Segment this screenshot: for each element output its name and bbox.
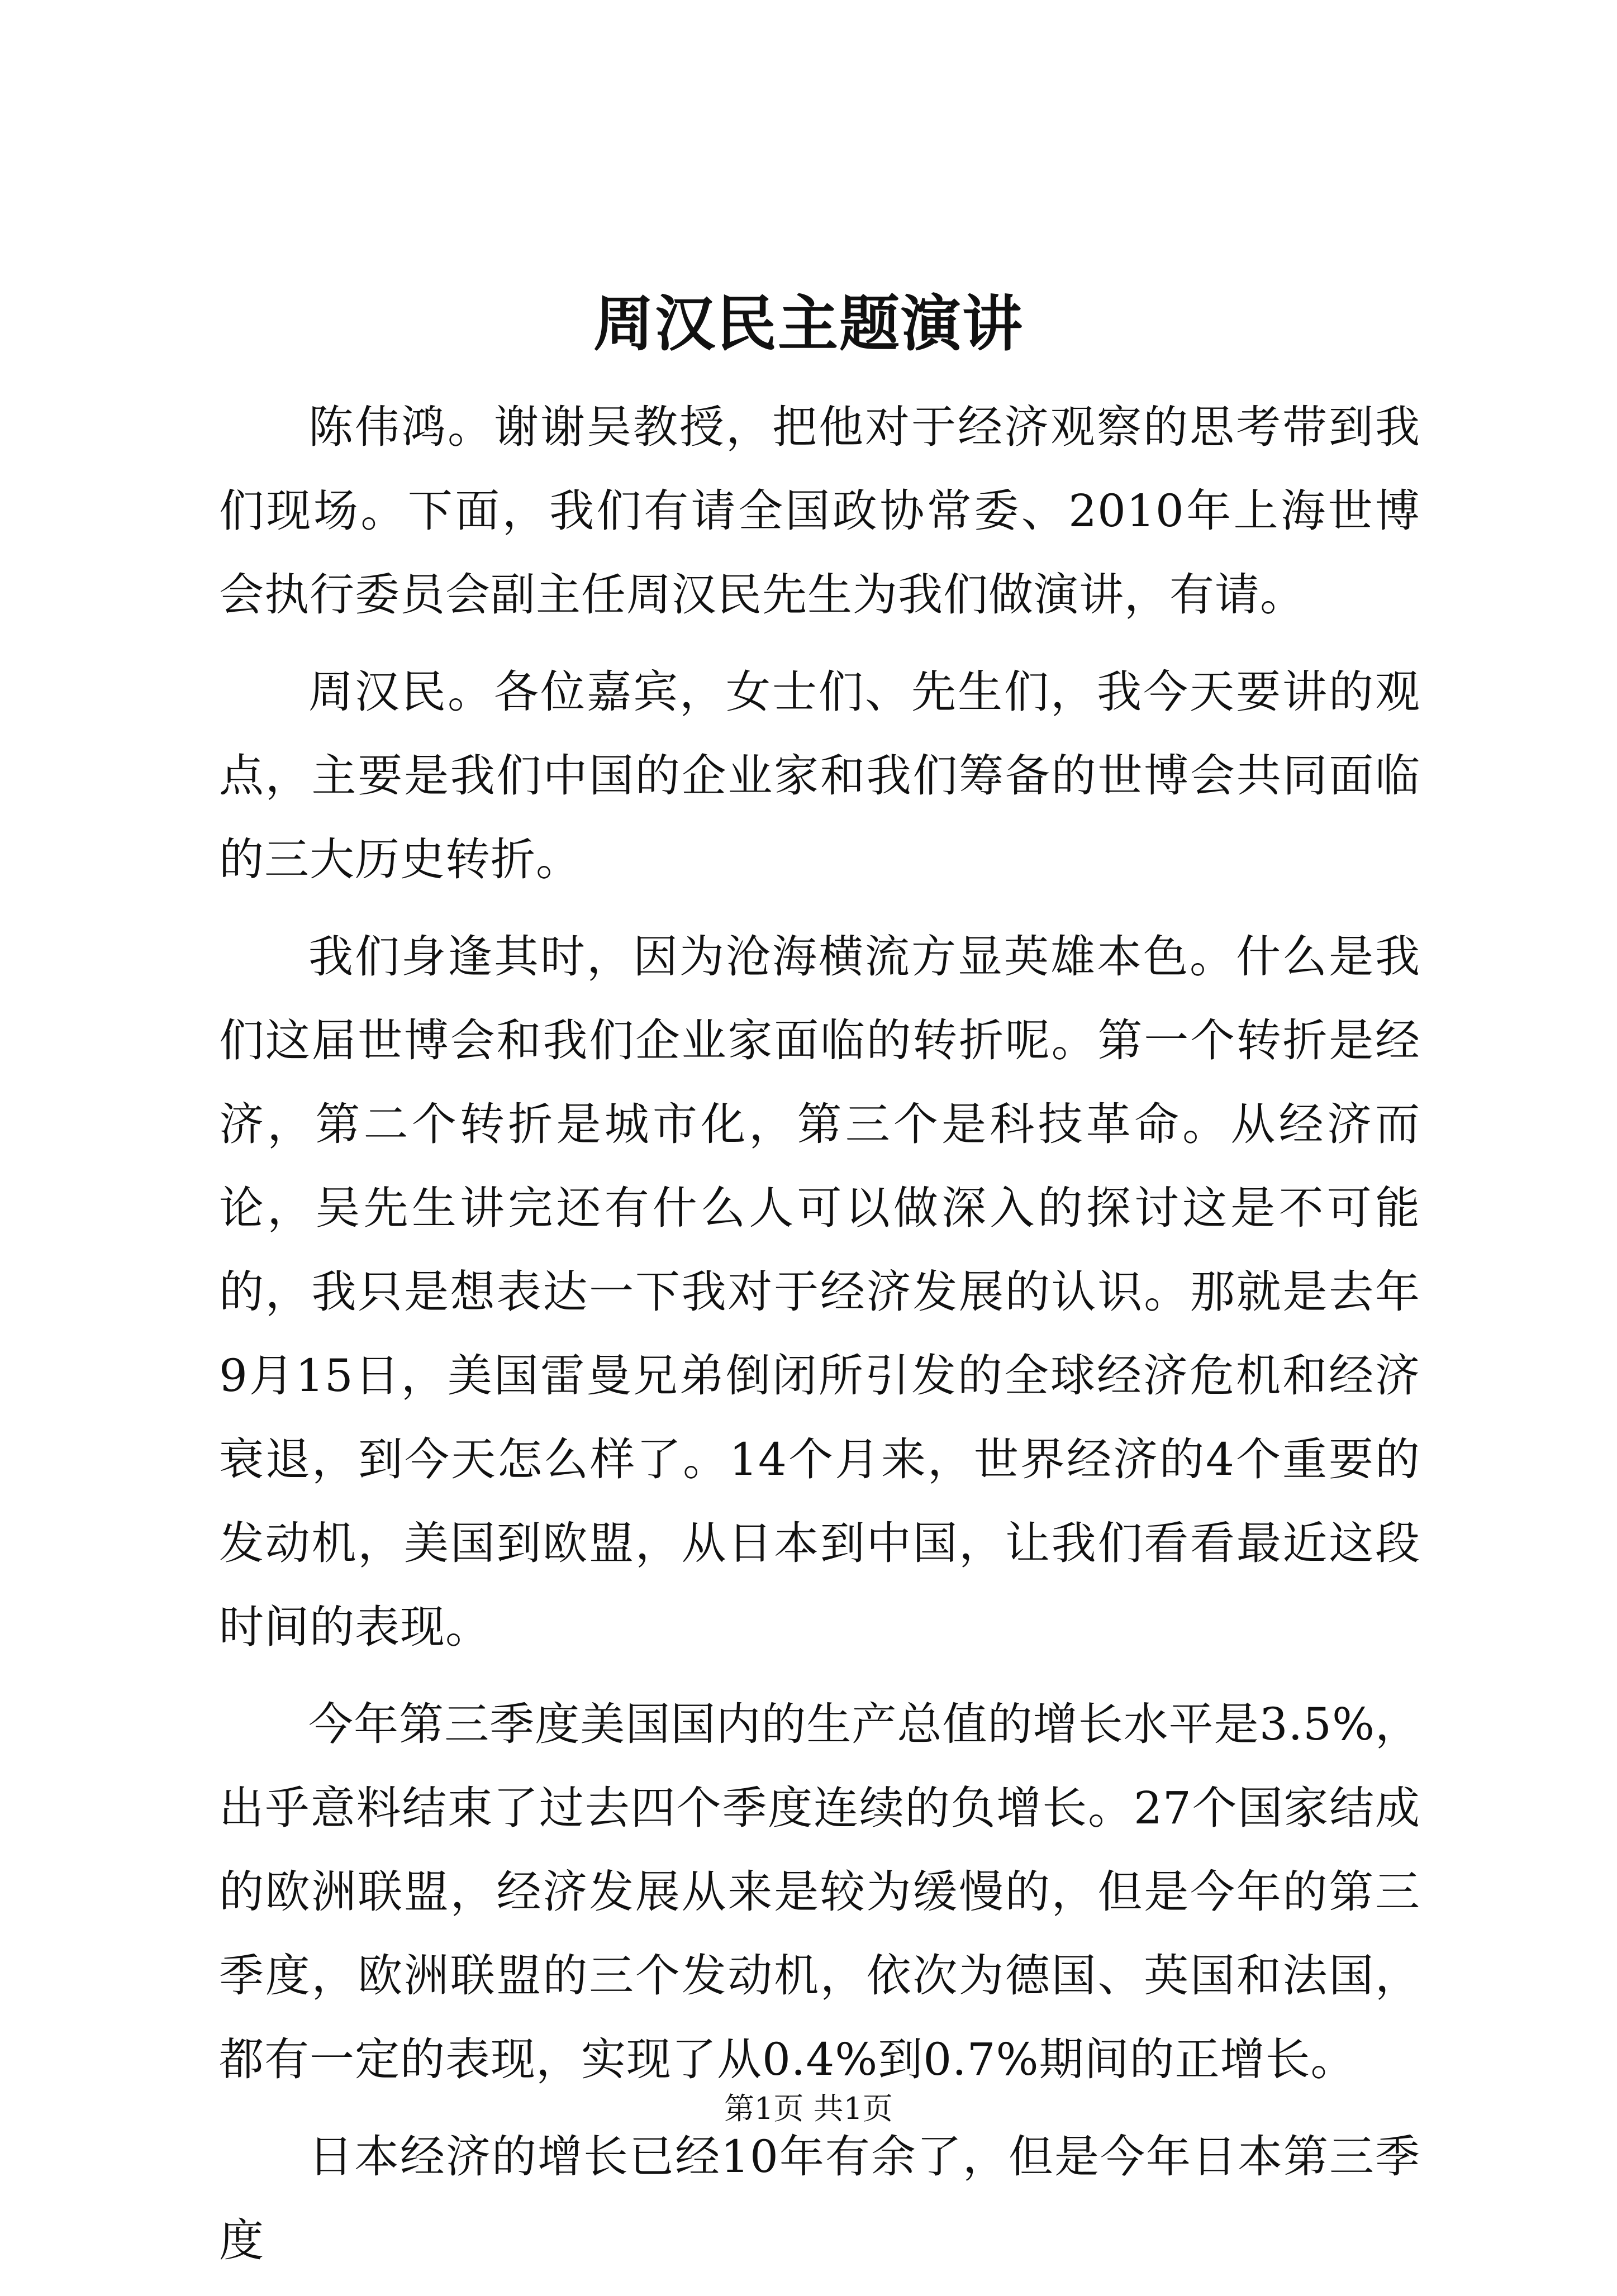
paragraph: 日本经济的增长已经10年有余了，但是今年日本第三季度	[219, 2131, 1420, 2266]
paragraph: 我们身逢其时，因为沧海横流方显英雄本色。什么是我们这届世博会和我们企业家面临的转折呢。第一个转折是经济，第二个转折是城市化，第三个是科技革命。从经济而论，吴先生讲完还有什么人可以做深入的探讨这是不可能的，我只是想表达一下我对于经济发展的认识。那就是去年9月15日，美国雷曼兄弟倒闭所引发的全球经济危机和经济衰退，到今天怎么样了。14个月来，世界经济的4个重要的发动机，美国到欧盟，从日本到中国，让我们看看最近这段时间的表现。	[219, 931, 1420, 1653]
paragraph: 周汉民。各位嘉宾，女士们、先生们，我今天要讲的观点，主要是我们中国的企业家和我们筹备的世博会共同面临的三大历史转折。	[219, 666, 1420, 885]
document-body	[219, 385, 1420, 2296]
paragraph: 今年第三季度美国国内的生产总值的增长水平是3.5%，出乎意料结束了过去四个季度连续的负增长。27个国家结成的欧洲联盟，经济发展从来是较为缓慢的，但是今年的第三季度，欧洲联盟的三个发动机，依次为德国、英国和法国，都有一定的表现，实现了从0.4%到0.7%期间的正增长。	[219, 1698, 1420, 2085]
document-title: 周汉民主题演讲	[593, 289, 1024, 359]
page-footer: 第1页 共1页	[724, 2091, 893, 2126]
paragraph: 陈伟鸿。谢谢吴教授，把他对于经济观察的思考带到我们现场。下面，我们有请全国政协常委、2010年上海世博会执行委员会副主任周汉民先生为我们做演讲，有请。	[219, 401, 1420, 621]
